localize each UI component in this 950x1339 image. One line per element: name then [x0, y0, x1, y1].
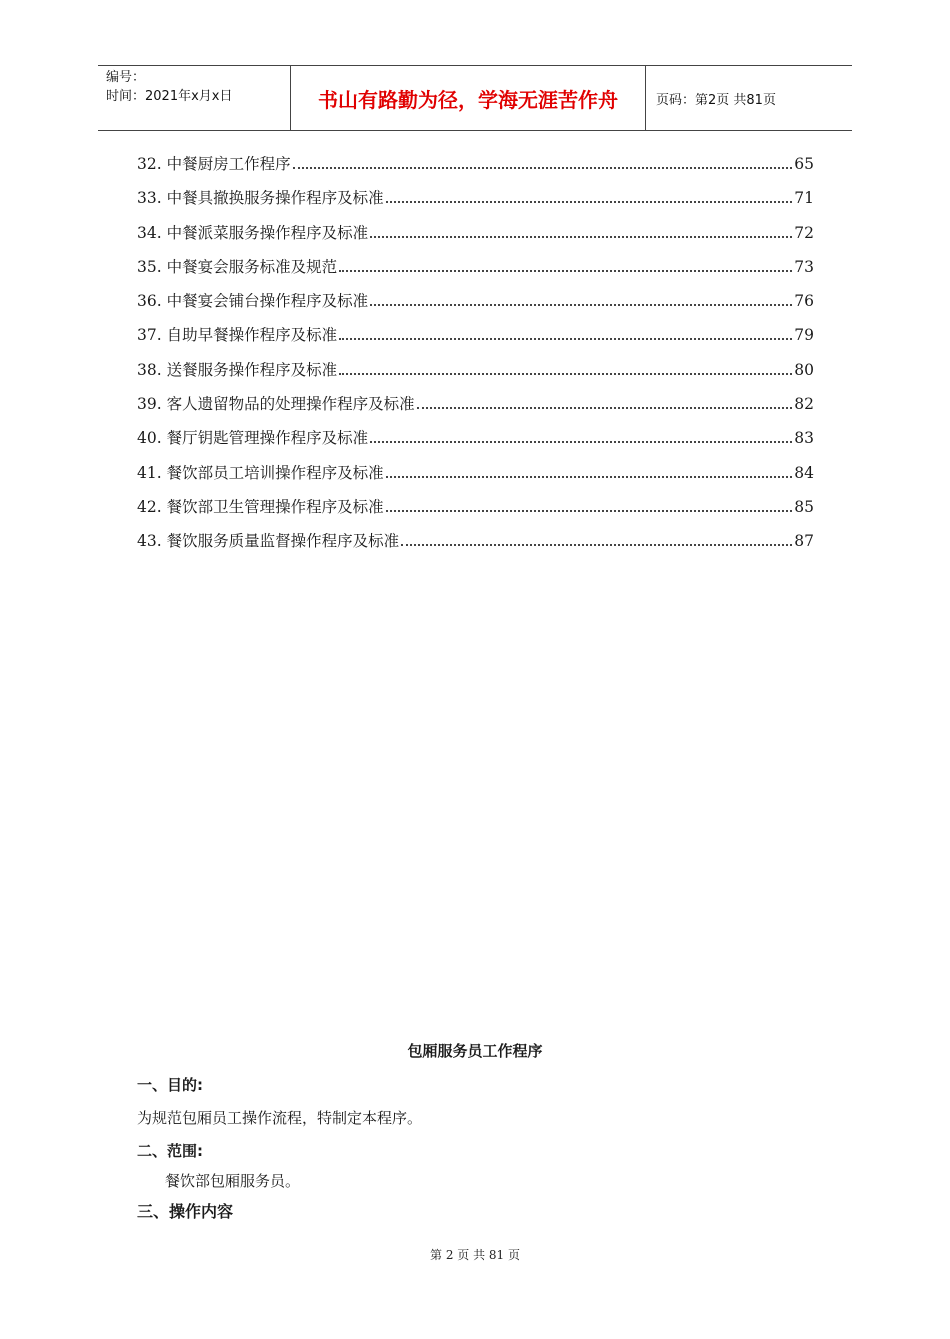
toc-entry[interactable]: [137, 323, 814, 357]
toc-entry-title: 32. 中餐厨房工作程序: [137, 155, 291, 173]
toc-entry-title: 41. 餐饮部员工培训操作程序及标准: [137, 463, 384, 482]
toc-entry-page: 83: [794, 429, 814, 448]
toc-entry[interactable]: [137, 461, 814, 495]
time-label: 时间：2021年x月x日: [106, 89, 233, 104]
header-motto: 书山有路勤为径，学海无涯苦作舟: [290, 66, 646, 130]
toc-entry-page: 82: [794, 395, 814, 414]
toc-entry-title: 36. 中餐宴会铺台操作程序及标准: [137, 292, 369, 311]
header-meta: [98, 66, 290, 130]
toc-entry-page: 79: [794, 326, 814, 345]
toc-leader-dots: [370, 304, 792, 306]
toc-entry-page: 87: [794, 532, 814, 551]
toc-leader-dots: [370, 441, 792, 443]
toc-entry[interactable]: [137, 255, 814, 289]
toc-entry-page: 71: [794, 189, 814, 208]
header-page-info: 页码：第2页 共81页: [656, 92, 776, 108]
toc-entry-page: 65: [794, 155, 814, 173]
code-label: 编号：: [106, 70, 146, 85]
toc-leader-dots: [386, 510, 793, 512]
toc-entry[interactable]: [137, 529, 814, 563]
toc-entry-title: 43. 餐饮服务质量监督操作程序及标准: [137, 532, 400, 551]
toc-entry-title: 37. 自助早餐操作程序及标准: [137, 326, 338, 345]
toc-leader-dots: [339, 373, 792, 375]
scope-text: 餐饮部包厢服务员。: [165, 1172, 301, 1190]
toc-entry[interactable]: [137, 152, 814, 186]
toc-leader-dots: [401, 544, 792, 546]
toc-entry-title: 38. 送餐服务操作程序及标准: [137, 360, 338, 379]
toc-leader-dots: [293, 167, 793, 169]
toc-leader-dots: [339, 270, 792, 272]
toc-entry[interactable]: [137, 392, 814, 426]
table-of-contents: [137, 152, 814, 564]
toc-entry-title: 34. 中餐派菜服务操作程序及标准: [137, 223, 369, 242]
page-header: [98, 65, 852, 131]
heading-purpose: 一、目的:: [137, 1076, 203, 1094]
toc-entry-page: 80: [794, 360, 814, 379]
toc-entry-title: 33. 中餐具撤换服务操作程序及标准: [137, 189, 384, 208]
toc-entry[interactable]: [137, 426, 814, 460]
page-footer: 第 2 页 共 81 页: [430, 1248, 520, 1262]
toc-entry-page: 84: [794, 463, 814, 482]
section-title: 包厢服务员工作程序: [407, 1042, 543, 1060]
toc-entry[interactable]: [137, 289, 814, 323]
toc-entry[interactable]: [137, 221, 814, 255]
toc-entry[interactable]: [137, 186, 814, 220]
toc-entry[interactable]: [137, 495, 814, 529]
toc-leader-dots: [386, 476, 793, 478]
toc-leader-dots: [339, 338, 792, 340]
heading-content: 三、操作内容: [137, 1202, 234, 1221]
toc-entry-title: 35. 中餐宴会服务标准及规范: [137, 257, 338, 276]
toc-leader-dots: [386, 201, 793, 203]
heading-scope: 二、范围:: [137, 1142, 203, 1160]
toc-entry-page: 85: [794, 497, 814, 516]
toc-entry-page: 73: [794, 257, 814, 276]
toc-entry-page: 76: [794, 292, 814, 311]
purpose-text: 为规范包厢员工操作流程，特制定本程序。: [137, 1109, 423, 1127]
toc-leader-dots: [417, 407, 793, 409]
toc-leader-dots: [370, 236, 792, 238]
toc-entry-title: 40. 餐厅钥匙管理操作程序及标准: [137, 429, 369, 448]
toc-entry[interactable]: [137, 358, 814, 392]
toc-entry-title: 39. 客人遗留物品的处理操作程序及标准: [137, 395, 415, 414]
toc-entry-page: 72: [794, 223, 814, 242]
toc-entry-title: 42. 餐饮部卫生管理操作程序及标准: [137, 497, 384, 516]
